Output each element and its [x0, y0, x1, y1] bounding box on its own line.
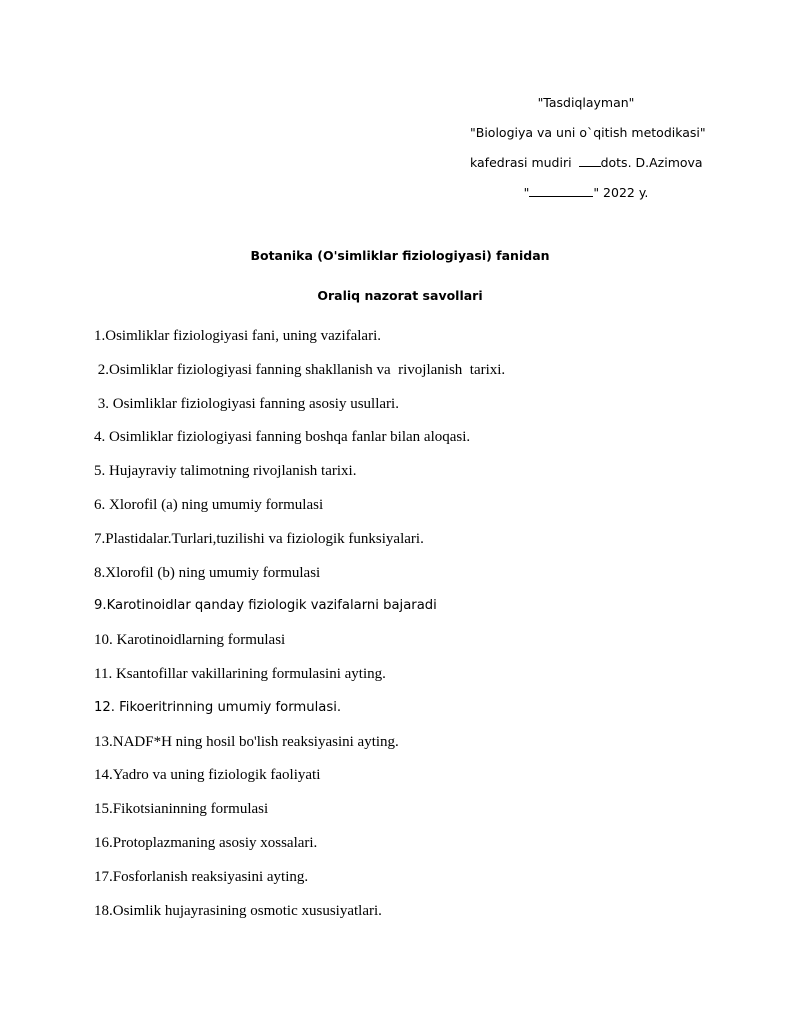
list-item: 2.Osimliklar fiziologiyasi fanning shakllanish va rivojlanish tarixi. — [94, 361, 506, 378]
list-item: 8.Xlorofil (b) ning umumiy formulasi — [94, 564, 321, 581]
list-item: 6. Xlorofil (a) ning umumiy formulasi — [94, 496, 324, 513]
approval-title: "Tasdiqlayman" — [537, 95, 635, 110]
list-item: 7.Plastidalar.Turlari,tuzilishi va fiziologik funksiyalari. — [94, 530, 424, 547]
list-item: 11. Ksantofillar vakillarining formulasini ayting. — [94, 665, 386, 682]
list-item: 17.Fosforlanish reaksiyasini ayting. — [94, 868, 309, 885]
signature-blank — [579, 153, 601, 167]
date-blank — [529, 183, 593, 197]
list-item: 18.Osimlik hujayrasining osmotic xususiyatlari. — [94, 902, 382, 919]
department-head-label: kafedrasi mudiri — [470, 155, 572, 170]
list-item: 14.Yadro va uning fiziologik faoliyati — [94, 767, 321, 784]
approval-year: " 2022 y. — [593, 185, 649, 200]
department-head-line — [470, 152, 702, 182]
list-item: 9.Karotinoidlar qanday fiziologik vazifalarni bajaradi — [94, 598, 437, 614]
list-item: 5. Hujayraviy talimotning rivojlanish tarixi. — [94, 463, 357, 480]
list-item: 13.NADF*H ning hosil bo'lish reaksiyasini ayting. — [94, 733, 399, 750]
department-head-name: dots. D.Azimova — [600, 155, 703, 170]
list-item: 1.Osimliklar fiziologiyasi fani, uning vazifalari. — [94, 328, 382, 344]
list-item: 16.Protoplazmaning asosiy xossalari. — [94, 834, 318, 851]
list-item: 15.Fikotsianinning formulasi — [94, 801, 269, 818]
approval-block — [470, 92, 706, 212]
date-open-quote: " — [523, 185, 530, 200]
document-title: Botanika (O'simliklar fiziologiyasi) fanidan — [250, 248, 550, 263]
list-item: 4. Osimliklar fiziologiyasi fanning boshqa fanlar bilan aloqasi. — [94, 429, 471, 446]
department-name: "Biologiya va uni o`qitish metodikasi" — [470, 125, 706, 140]
list-item: 10. Karotinoidlarning formulasi — [94, 632, 286, 649]
document-subtitle: Oraliq nazorat savollari — [317, 288, 483, 303]
question-list — [94, 323, 774, 931]
approval-date-line — [470, 182, 702, 212]
list-item: 3. Osimliklar fiziologiyasi fanning asosiy usullari. — [94, 395, 399, 412]
list-item: 12. Fikoeritrinning umumiy formulasi. — [94, 699, 342, 715]
